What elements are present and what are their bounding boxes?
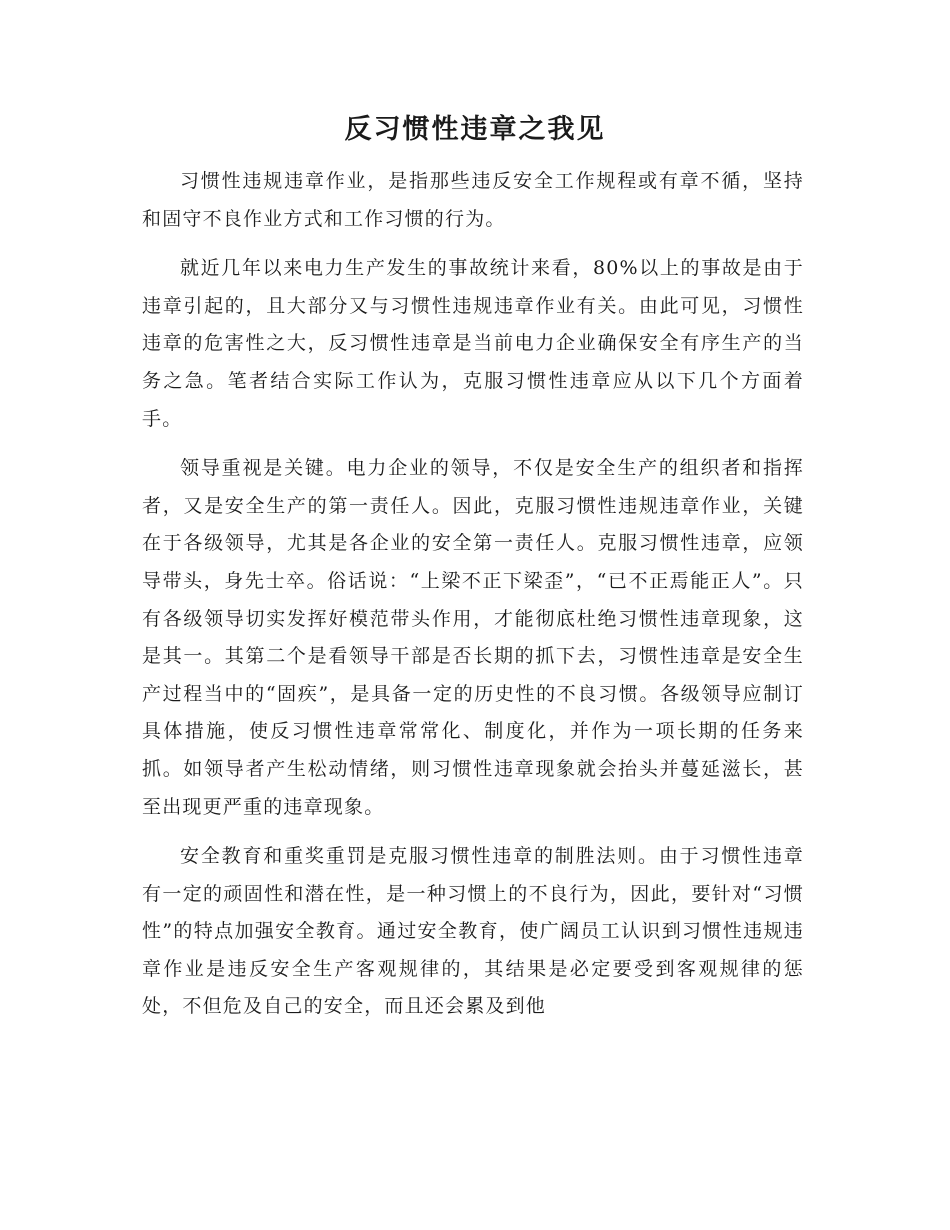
- paragraph-education: 安全教育和重奖重罚是克服习惯性违章的制胜法则。由于习惯性违章有一定的顽固性和潜在性，是一种习惯上的不良行为，因此，要针对“习惯性”的特点加强安全教育。通过安全教育，使广阔员工认识到习惯性违规违章作业是违反安全生产客观规律的，其结果是必定要受到客观规律的惩处，不但危及自己的安全，而且还会累及到他: [142, 845, 804, 1018]
- paragraph-introduction: 就近几年以来电力生产发生的事故统计来看，80%以上的事故是由于违章引起的，且大部分又与习惯性违规违章作业有关。由此可见，习惯性违章的危害性之大，反习惯性违章是当前电力企业确保安全有序生产的当务之急。笔者结合实际工作认为，克服习惯性违章应从以下几个方面着手。: [142, 257, 804, 430]
- document-body: [142, 163, 804, 1038]
- paragraph-definition: 习惯性违规违章作业，是指那些违反安全工作规程或有章不循，坚持和固守不良作业方式和工作习惯的行为。: [142, 170, 804, 230]
- paragraph-leadership: 领导重视是关键。电力企业的领导，不仅是安全生产的组织者和指挥者，又是安全生产的第一责任人。因此，克服习惯性违规违章作业，关键在于各级领导，尤其是各企业的安全第一责任人。克服习惯性违章，应领导带头，身先士卒。俗话说：“上梁不正下梁歪”，“已不正焉能正人”。只有各级领导切实发挥好模范带头作用，才能彻底杜绝习惯性违章现象，这是其一。其第二个是看领导干部是否长期的抓下去，习惯性违章是安全生产过程当中的“固疾”，是具备一定的历史性的不良习惯。各级领导应制订具体措施，使反习惯性违章常常化、制度化，并作为一项长期的任务来抓。如领导者产生松动情绪，则习惯性违章现象就会抬头并蔓延滋长，甚至出现更严重的违章现象。: [142, 457, 804, 818]
- document-title: 反习惯性违章之我见: [344, 114, 606, 145]
